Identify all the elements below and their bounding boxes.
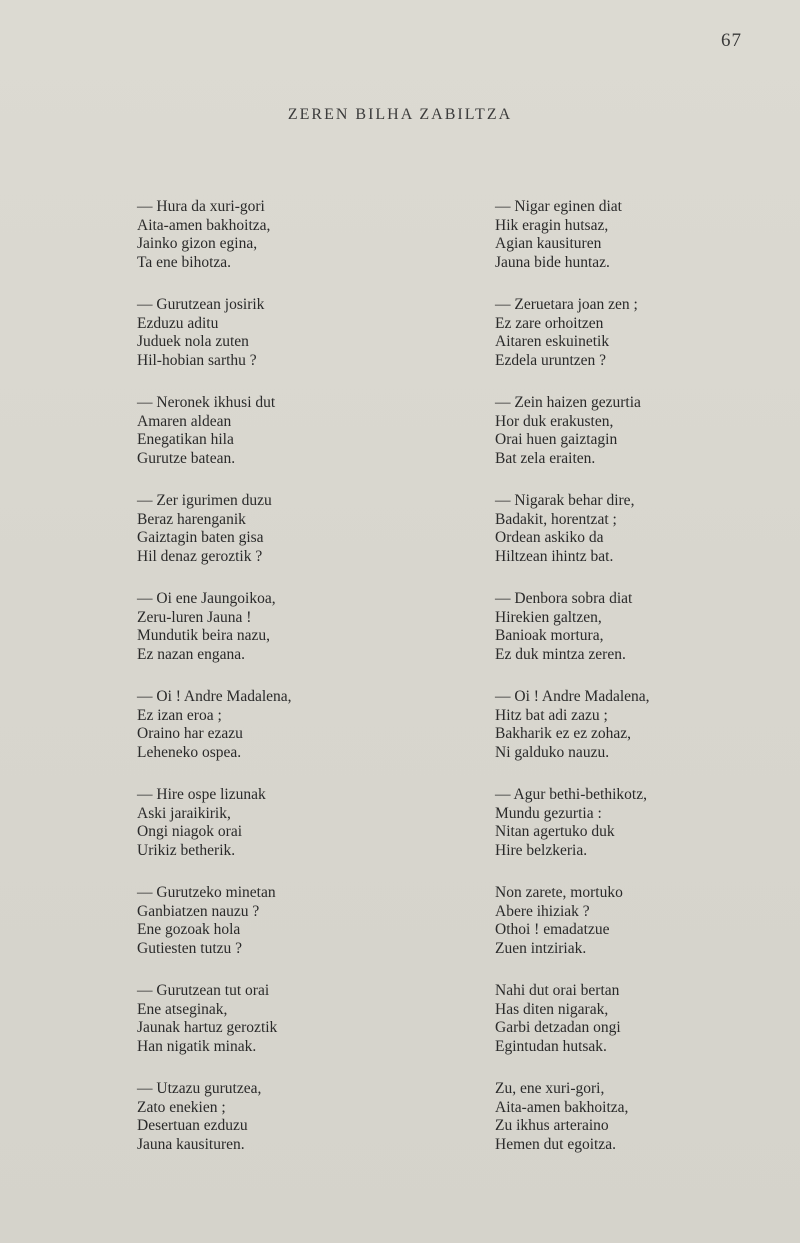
verse-line: Jauna kausituren. — [137, 1135, 245, 1153]
verse-line: Ene atseginak, — [137, 1000, 228, 1018]
stanza — [495, 982, 795, 1080]
verse-line: Ez duk mintza zeren. — [495, 645, 626, 663]
verse-line: Amaren aldean — [137, 412, 232, 430]
verse-line: Agian kausituren — [495, 235, 602, 252]
verse-line: Aita-amen bakhoitza, — [137, 216, 271, 234]
verse-line: — Gurutzeko minetan — [137, 884, 276, 901]
stanza — [495, 492, 795, 590]
verse-line: Ordean askiko da — [495, 529, 604, 546]
verse-line: Zeru-luren Jauna ! — [137, 608, 252, 626]
verse-line: Zu ikhus arteraino — [495, 1117, 609, 1134]
verse-line: Mundu gezurtia : — [495, 804, 602, 822]
verse-line: Hil-hobian sarthu ? — [137, 351, 257, 369]
verse-line: — Hura da xuri-gori — [137, 198, 265, 215]
verse-line: Zu, ene xuri-gori, — [495, 1080, 605, 1097]
stanza — [137, 786, 437, 884]
verse-line: Nahi dut orai bertan — [495, 982, 620, 999]
verse-line: Gutiesten tutzu ? — [137, 939, 243, 957]
stanza — [137, 394, 437, 492]
verse-line: Han nigatik minak. — [137, 1037, 257, 1055]
verse-line: Bakharik ez ez zohaz, — [495, 725, 631, 742]
stanza — [137, 296, 437, 394]
left-column — [137, 198, 437, 1178]
stanza — [495, 296, 795, 394]
verse-line: Ez izan eroa ; — [137, 706, 222, 724]
verse-line: Hirekien galtzen, — [495, 608, 602, 626]
verse-line: Ongi niagok orai — [137, 823, 243, 840]
verse-line: Ta ene bihotza. — [137, 253, 232, 271]
verse-line: — Nigarak behar dire, — [495, 492, 635, 509]
verse-line: Jauna bide huntaz. — [495, 253, 610, 271]
right-column — [495, 198, 795, 1178]
verse-line: — Oi ! Andre Madalena, — [495, 688, 650, 705]
verse-line: Hor duk erakusten, — [495, 412, 614, 430]
poem-title: ZEREN BILHA ZABILTZA — [287, 106, 513, 123]
verse-line: Garbi detzadan ongi — [495, 1019, 621, 1036]
stanza — [495, 198, 795, 296]
verse-line: — Nigar eginen diat — [495, 198, 622, 215]
verse-line: Ez nazan engana. — [137, 645, 246, 663]
verse-line: Hemen dut egoitza. — [495, 1135, 616, 1153]
stanza — [137, 688, 437, 786]
verse-line: Jaunak hartuz geroztik — [137, 1019, 278, 1036]
verse-line: — Zein haizen gezurtia — [495, 394, 641, 411]
verse-line: Non zarete, mortuko — [495, 884, 623, 901]
verse-line: Aitaren eskuinetik — [495, 333, 610, 350]
verse-line: Othoi ! emadatzue — [495, 921, 610, 938]
verse-line: Mundutik beira nazu, — [137, 627, 271, 644]
verse-line: — Agur bethi-bethikotz, — [495, 786, 647, 803]
stanza — [495, 590, 795, 688]
verse-line: Urikiz betherik. — [137, 841, 236, 859]
verse-line: Aita-amen bakhoitza, — [495, 1098, 629, 1116]
verse-line: — Oi ! Andre Madalena, — [137, 688, 292, 705]
stanza — [137, 982, 437, 1080]
verse-line: Hil denaz geroztik ? — [137, 547, 263, 565]
verse-line: Nitan agertuko duk — [495, 823, 615, 840]
verse-line: Hiltzean ihintz bat. — [495, 547, 614, 565]
verse-line: Desertuan ezduzu — [137, 1117, 248, 1134]
stanza — [495, 884, 795, 982]
verse-line: Leheneko ospea. — [137, 743, 242, 761]
stanza — [495, 688, 795, 786]
verse-line: — Zeruetara joan zen ; — [495, 296, 638, 313]
verse-line: Beraz harenganik — [137, 510, 246, 528]
verse-line: Enegatikan hila — [137, 431, 234, 448]
verse-line: — Oi ene Jaungoikoa, — [137, 590, 276, 607]
verse-line: Gurutze batean. — [137, 449, 236, 467]
verse-line: Ezduzu aditu — [137, 314, 219, 332]
verse-line: Gaiztagin baten gisa — [137, 529, 264, 546]
verse-line: Abere ihiziak ? — [495, 902, 590, 920]
stanza — [137, 492, 437, 590]
verse-line: Hire belzkeria. — [495, 841, 588, 859]
stanza — [495, 1080, 795, 1178]
verse-line: Aski jaraikirik, — [137, 804, 231, 822]
verse-line: Badakit, horentzat ; — [495, 510, 617, 528]
verse-line: Ganbiatzen nauzu ? — [137, 902, 260, 920]
verse-line: — Hire ospe lizunak — [137, 786, 266, 803]
verse-line: Ez zare orhoitzen — [495, 314, 604, 332]
verse-line: Has diten nigarak, — [495, 1000, 609, 1018]
verse-line: — Denbora sobra diat — [495, 590, 633, 607]
stanza — [495, 786, 795, 884]
stanza — [137, 590, 437, 688]
verse-line: Hik eragin hutsaz, — [495, 216, 609, 234]
verse-line: — Neronek ikhusi dut — [137, 394, 276, 411]
page-number: 67 — [721, 30, 742, 51]
verse-line: Orai huen gaiztagin — [495, 431, 618, 448]
verse-line: Ezdela uruntzen ? — [495, 351, 607, 369]
stanza — [137, 1080, 437, 1178]
verse-line: — Gurutzean josirik — [137, 296, 265, 313]
verse-line: Jainko gizon egina, — [137, 235, 258, 252]
verse-line: — Zer igurimen duzu — [137, 492, 272, 509]
stanza — [137, 198, 437, 296]
verse-line: Zuen intziriak. — [495, 939, 587, 957]
verse-line: Bat zela eraiten. — [495, 449, 596, 467]
verse-line: — Gurutzean tut orai — [137, 982, 270, 999]
verse-line: Zato enekien ; — [137, 1098, 226, 1116]
verse-line: Hitz bat adi zazu ; — [495, 706, 608, 724]
verse-line: Ene gozoak hola — [137, 921, 241, 938]
stanza — [495, 394, 795, 492]
verse-line: Juduek nola zuten — [137, 333, 249, 350]
verse-line: — Utzazu gurutzea, — [137, 1080, 262, 1097]
verse-line: Egintudan hutsak. — [495, 1037, 607, 1055]
verse-line: Ni galduko nauzu. — [495, 743, 610, 761]
verse-line: Banioak mortura, — [495, 627, 604, 644]
verse-line: Oraino har ezazu — [137, 725, 243, 742]
stanza — [137, 884, 437, 982]
